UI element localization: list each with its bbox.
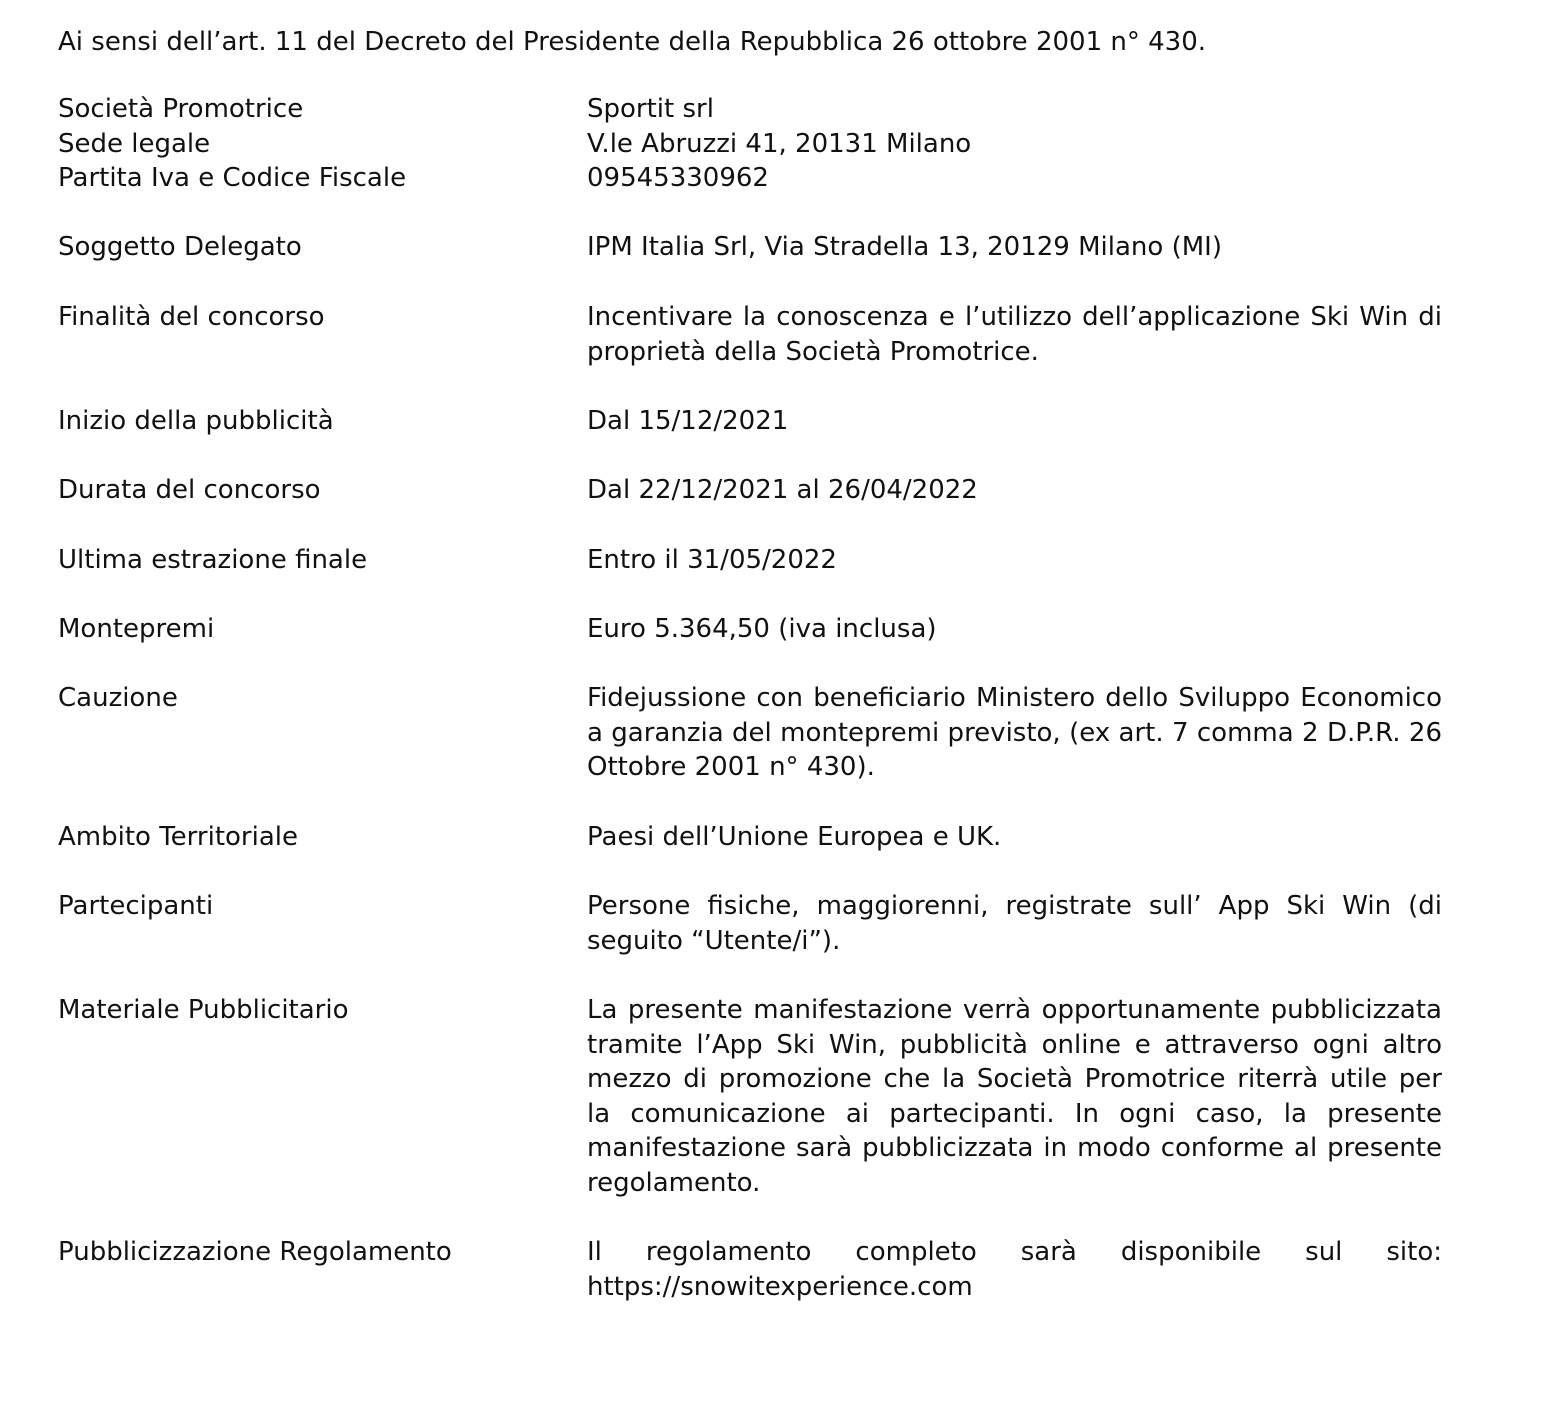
company-label-vat: Partita Iva e Codice Fiscale bbox=[58, 163, 407, 193]
row-label: Cauzione bbox=[58, 683, 178, 713]
row-label: Durata del concorso bbox=[58, 475, 321, 505]
row-value: Entro il 31/05/2022 bbox=[587, 545, 837, 575]
company-values bbox=[587, 92, 1442, 196]
row-label: Finalità del concorso bbox=[58, 302, 325, 332]
row-value: La presente manifestazione verrà opportunamente pubblicizzata tramite l’App Ski Win, pubblicità online e attraverso ogni altro mezzo di promozione che la Società Promotrice riterrà utile per la comunicazione ai partecipanti. In ogni caso, la presente manifestazione sarà pubblicizzata in modo conforme al presente regolamento. bbox=[587, 995, 1442, 1198]
row-value: Paesi dell’Unione Europea e UK. bbox=[587, 822, 1002, 852]
row-value: Euro 5.364,50 (iva inclusa) bbox=[587, 614, 937, 644]
row-label: Ultima estrazione finale bbox=[58, 545, 368, 575]
row-label: Montepremi bbox=[58, 614, 215, 644]
company-label-promoter: Società Promotrice bbox=[58, 94, 304, 124]
row-value: Dal 15/12/2021 bbox=[587, 406, 789, 436]
row-label: Pubblicizzazione Regolamento bbox=[58, 1237, 452, 1267]
regolamento-url-link[interactable]: https://snowitexperience.com bbox=[587, 1271, 973, 1302]
company-value-promoter: Sportit srl bbox=[587, 94, 714, 124]
row-value: IPM Italia Srl, Via Stradella 13, 20129 Milano (MI) bbox=[587, 232, 1222, 262]
row-value: Dal 22/12/2021 al 26/04/2022 bbox=[587, 475, 978, 505]
intro-paragraph: Ai sensi dell’art. 11 del Decreto del Presidente della Repubblica 26 ottobre 2001 n° 430. bbox=[58, 27, 1207, 57]
company-value-seat: V.le Abruzzi 41, 20131 Milano bbox=[587, 128, 972, 159]
company-labels bbox=[58, 92, 578, 196]
row-value: Persone fisiche, maggiorenni, registrate sull’ App Ski Win (di seguito “Utente/i”). bbox=[587, 891, 1442, 956]
regolamento-sentence: Il regolamento completo sarà disponibile sul sito: bbox=[587, 1237, 1442, 1267]
row-label: Soggetto Delegato bbox=[58, 232, 302, 262]
company-value-vat: 09545330962 bbox=[587, 163, 769, 193]
company-label-seat: Sede legale bbox=[58, 128, 211, 159]
row-value: Incentivare la conoscenza e l’utilizzo dell’applicazione Ski Win di proprietà della Società Promotrice. bbox=[587, 302, 1442, 367]
row-label: Inizio della pubblicità bbox=[58, 406, 334, 436]
row-label: Ambito Territoriale bbox=[58, 822, 298, 852]
row-value bbox=[587, 1235, 1442, 1304]
row-value: Fidejussione con beneficiario Ministero dello Sviluppo Economico a garanzia del montepremi previsto, (ex art. 7 comma 2 D.P.R. 26 Ottobre 2001 n° 430). bbox=[587, 683, 1442, 782]
row-label: Partecipanti bbox=[58, 891, 214, 921]
row-label: Materiale Pubblicitario bbox=[58, 995, 349, 1025]
